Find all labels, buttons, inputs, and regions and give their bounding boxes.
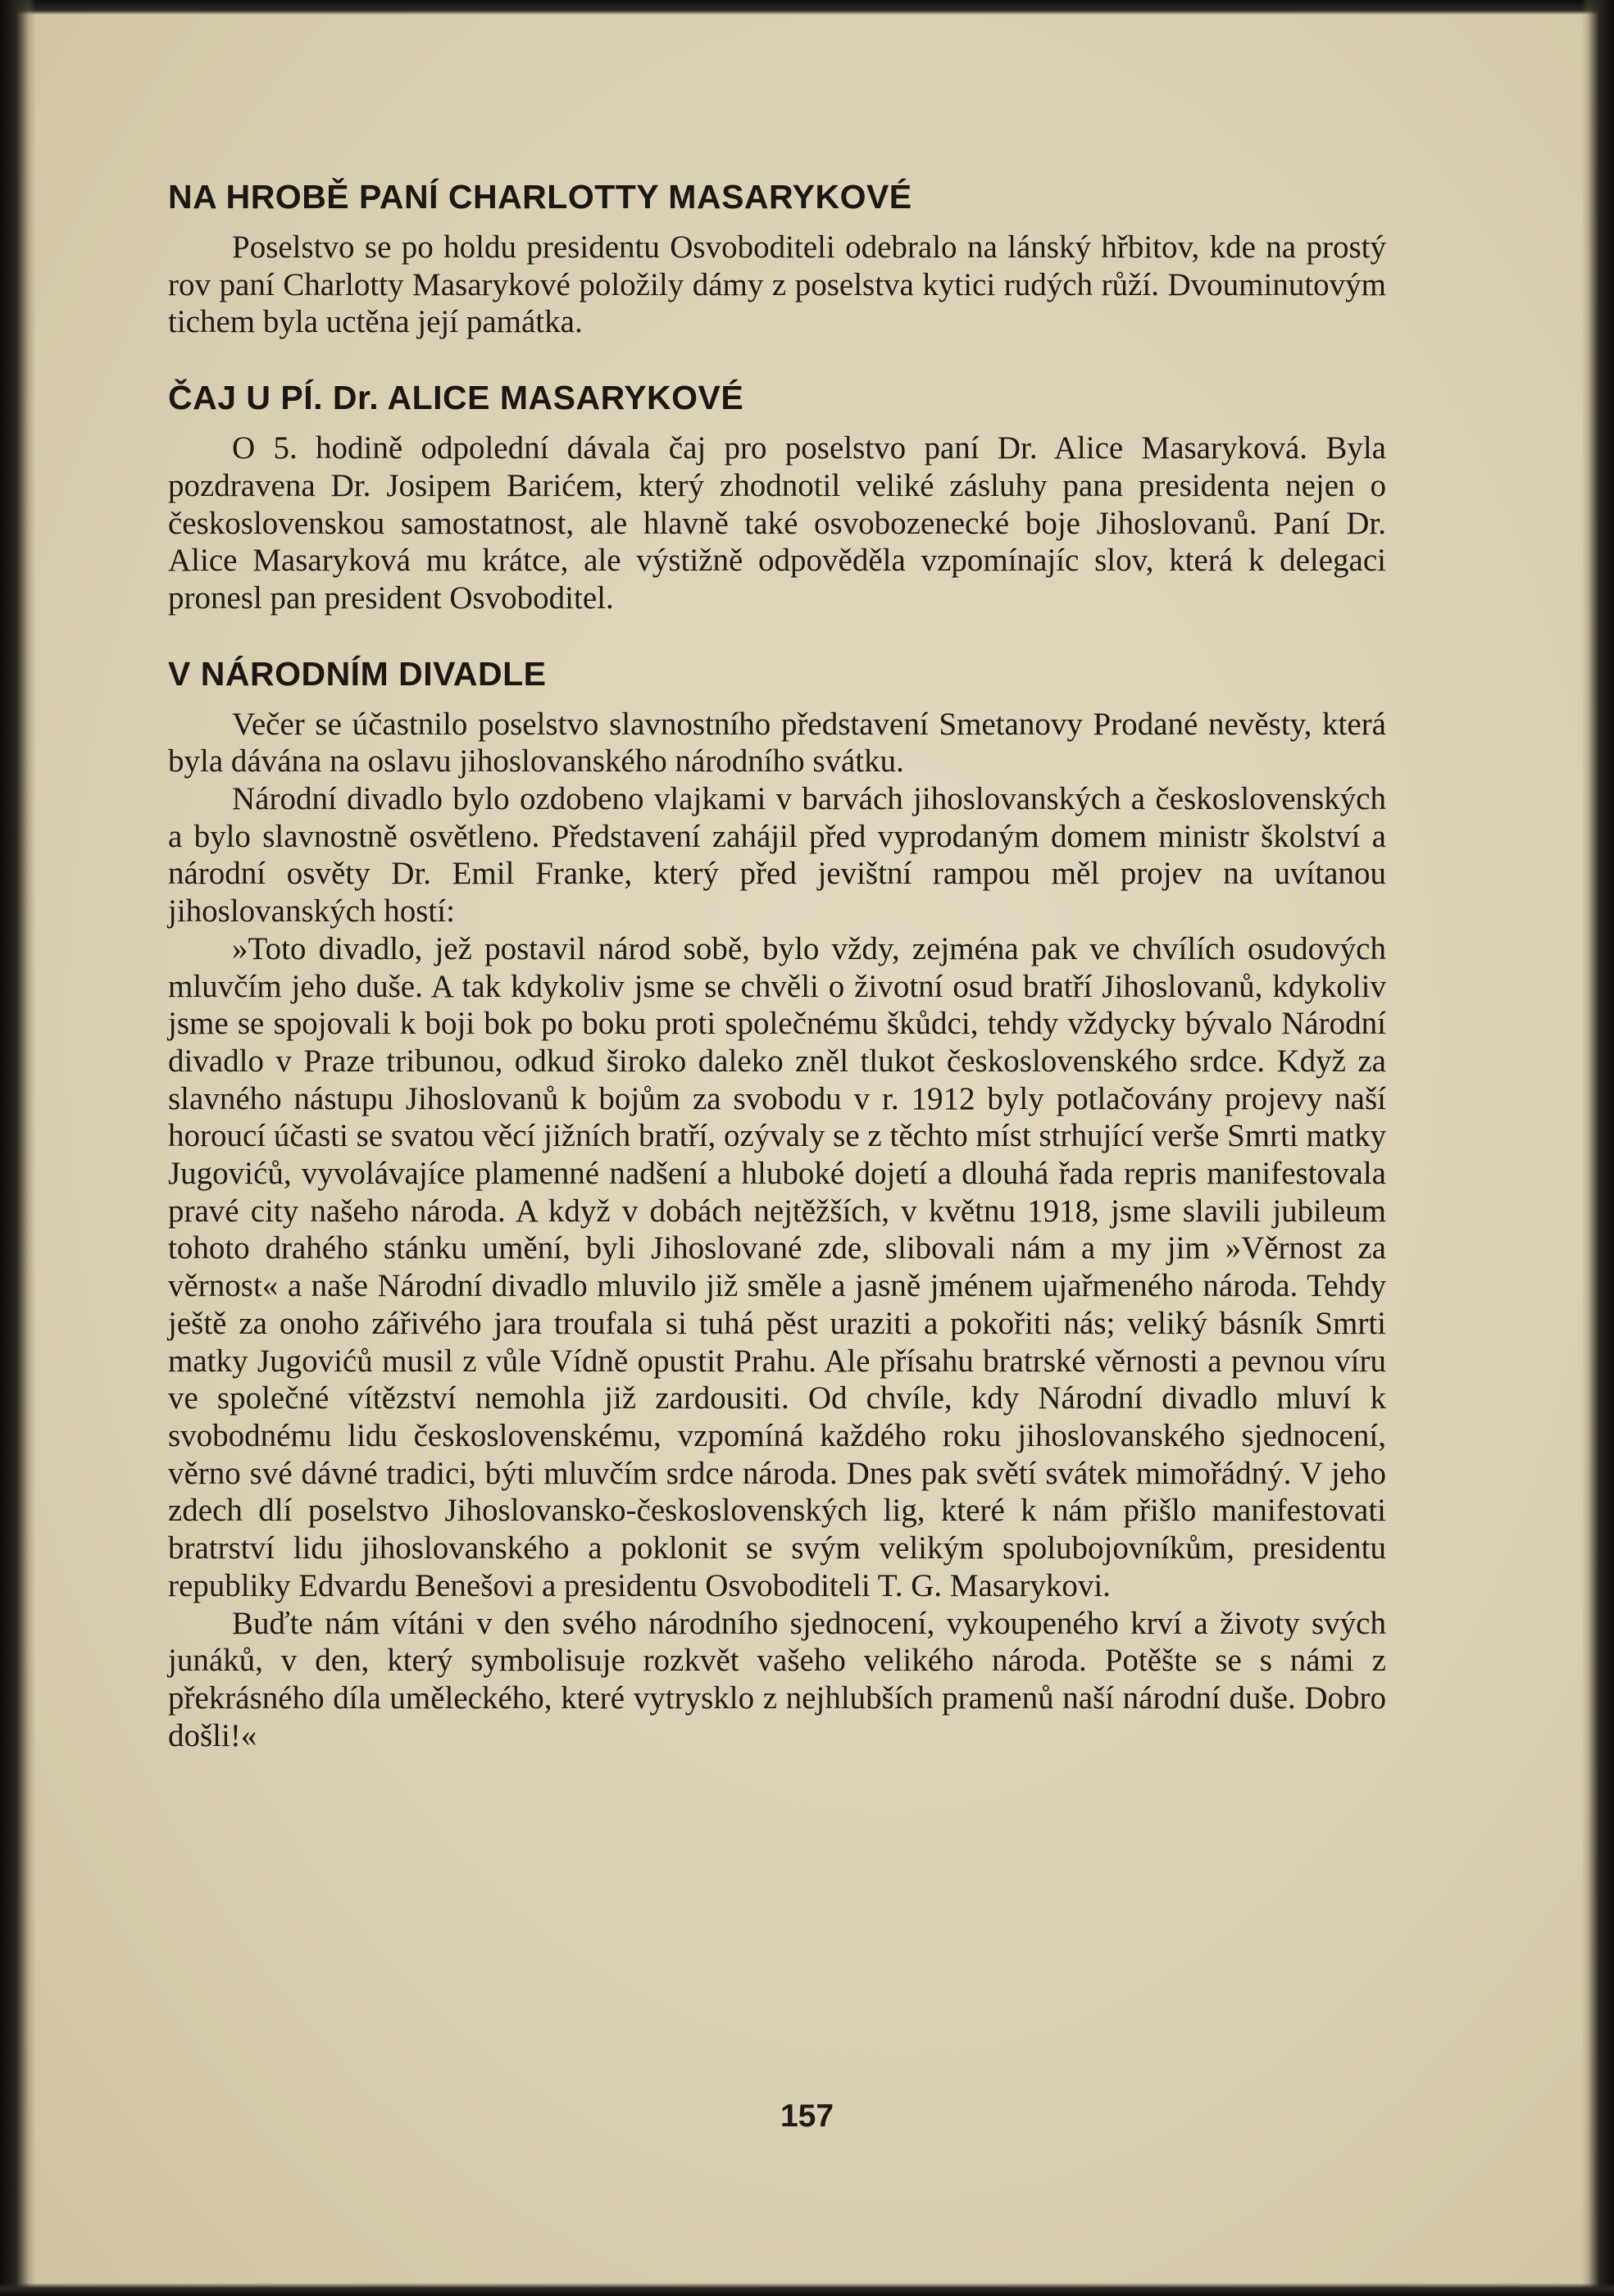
page-bottom-shadow xyxy=(0,2283,1614,2296)
book-spine-shadow xyxy=(0,0,36,2296)
page-right-shadow xyxy=(1581,0,1614,2296)
paragraph: O 5. hodině odpolední dávala čaj pro poselstvo paní Dr. Alice Masaryková. Byla pozdravena Dr. Josipem Barićem, který zhodnotil veliké zásluhy pana presidenta nejen o československou samostatnost, ale hlavně také osvobozenecké boje Jihoslovanů. Paní Dr. Alice Masaryková mu krátce, ale výstižně odpověděla vzpomínajíc slov, která k delegaci pronesl pan president Osvoboditel. xyxy=(168,430,1386,616)
section-theatre xyxy=(168,653,1386,1755)
paragraph: Poselstvo se po holdu presidentu Osvoboditeli odebralo na lánský hřbitov, kde na prostý rov paní Charlotty Masarykové položily dámy z poselstva kytici rudých růží. Dvouminutovým tichem byla uctěna její památka. xyxy=(168,230,1386,340)
section-heading: ČAJ U PÍ. Dr. ALICE MASARYKOVÉ xyxy=(168,379,744,417)
page-number: 157 xyxy=(780,2098,834,2134)
paragraph: Večer se účastnilo poselstvo slavnostního představení Smetanovy Prodané nevěsty, která byla dávána na oslavu jihoslovanského národního svátku. xyxy=(168,706,1386,780)
speech-paragraph: »Toto divadlo, jež postavil národ sobě, bylo vždy, zejména pak ve chvílích osudových mluvčím jeho duše. A tak kdykoliv jsme se chvěli o životní osud bratří Jihoslovanů, kdykoliv jsme se spojovali k boji bok po boku proti společnému škůdci, tehdy vždycky bývalo Národní divadlo v Praze tribunou, odkud široko daleko zněl tlukot československého srdce. Když za slavného nástupu Jihoslovanů k bojům za svobodu v r. 1912 byly potlačovány projevy naší horoucí účasti se svatou věcí jižních bratří, ozývaly se z těchto míst strhující verše Smrti matky Jugovićů, vyvolávajíce plamenné nadšení a hluboké dojetí a dlouhá řada repris manifestovala pravé city našeho národa. A když v dobách nejtěžších, v květnu 1918, jsme slavili jubileum tohoto drahého stánku umění, byli Jihoslované zde, slibovali nám a my jim »Věrnost za věrnost« a naše Národní divadlo mluvilo již směle a jasně jménem ujařmeného národa. Tehdy ještě za onoho zářivého jara troufala si tuhá pěst uraziti a pokořiti nás; veliký básník Smrti matky Jugovićů musil z vůle Vídně opustit Prahu. Ale přísahu bratrské věrnosti a pevnou víru ve společné vítězství nemohla již zardousiti. Od chvíle, kdy Národní divadlo mluví k svobodnému lidu československému, vzpomíná každého roku jihoslovanského sjednocení, věrno své dávné tradici, býti mluvčím srdce národa. Dnes pak světí svátek mimořádný. V jeho zdech dlí poselstvo Jihoslovansko-československých lig, které k nám přišlo manifestovati bratrství lidu jihoslovanského a poklonit se svým velikým spolubojovníkům, presidentu republiky Edvardu Benešovi a presidentu Osvoboditeli T. G. Masarykovi. xyxy=(168,930,1386,1603)
section-tea xyxy=(168,377,1386,617)
section-heading: NA HROBĚ PANÍ CHARLOTTY MASARYKOVÉ xyxy=(168,178,912,216)
page-top-shadow xyxy=(0,0,1614,15)
section-heading: V NÁRODNÍM DIVADLE xyxy=(168,654,547,693)
page-text xyxy=(168,176,1386,1790)
speech-paragraph: Buďte nám vítáni v den svého národního sjednocení, vykoupeného krví a životy svých junáků, v den, který symbolisuje rozkvět vašeho velikého národa. Potěšte se s námi z překrásného díla uměleckého, které vytrysklo z nejhlubších pramenů naší národní duše. Dobro došli!« xyxy=(168,1605,1386,1753)
section-grave xyxy=(168,176,1386,341)
paragraph: Národní divadlo bylo ozdobeno vlajkami v barvách jihoslovanských a československých a bylo slavnostně osvětleno. Představení zahájil před vyprodaným domem ministr školství a národní osvěty Dr. Emil Franke, který před jevištní rampou měl projev na uvítanou jihoslovanských hostí: xyxy=(168,781,1386,930)
